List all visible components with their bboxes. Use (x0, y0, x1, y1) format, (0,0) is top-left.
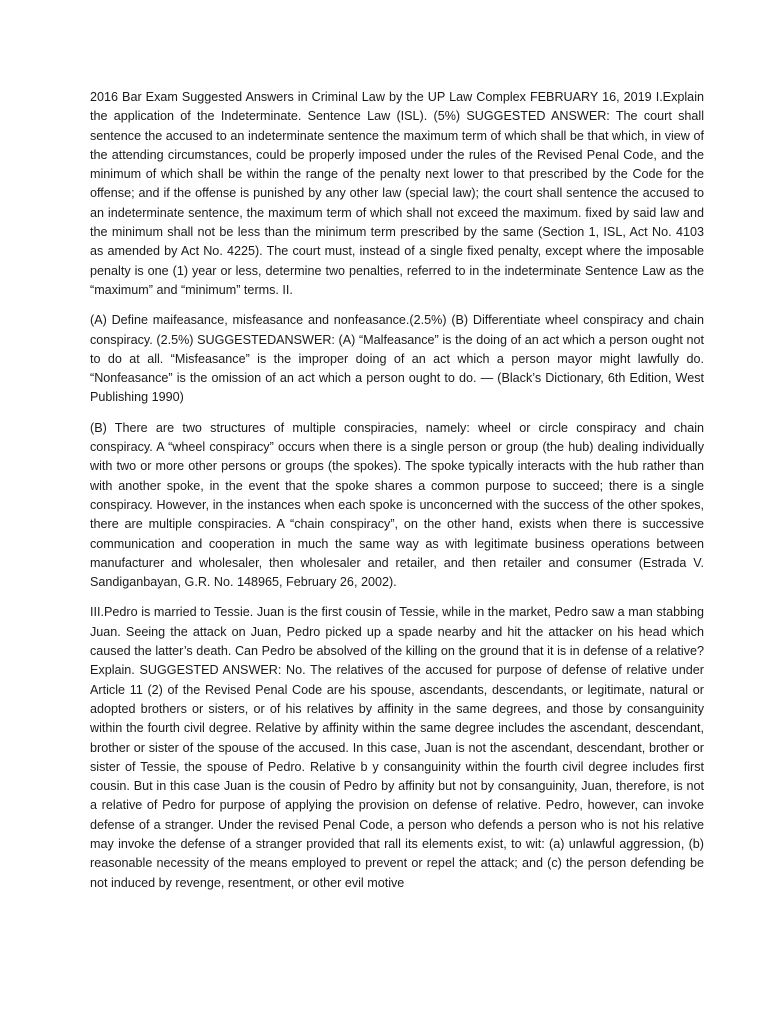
paragraph-feasance-question: (A) Define maifeasance, misfeasance and nonfeasance.(2.5%) (B) Differentiate wheel conspiracy and chain conspiracy. (2.5%) SUGGESTEDANSWER: (A) “Malfeasance” is the doing of an act which a person ought not to do at all. “Misfeasance” is the improper doing of an act which a person mayor might lawfully do. “Nonfeasance” is the omission of an act which a person ought to do. — (Black’s Dictionary, 6th Edition, West Publishing 1990) (90, 313, 704, 405)
document-page (90, 88, 704, 904)
paragraph-defense-of-relative: III.Pedro is married to Tessie. Juan is the first cousin of Tessie, while in the market, Pedro saw a man stabbing Juan. Seeing the attack on Juan, Pedro picked up a spade nearby and hit the attacker on his head which caused the latter’s death. Can Pedro be absolved of the killing on the ground that it is in defense of a relative? Explain. SUGGESTED ANSWER: No. The relatives of the accused for purpose of defense of relative under Article 11 (2) of the Revised Penal Code are his spouse, ascendants, descendants, or legitimate, natural or adopted brothers or sisters, or of his relatives by affinity in the same degrees, and those by consanguinity within the fourth civil degree. Relative by affinity within the same degree includes the ascendant, descendant, brother or sister of the spouse of the accused. In this case, Juan is not the ascendant, descendant, brother or sister of Tessie, the spouse of Pedro. Relative b y consanguinity within the fourth civil degree includes first cousin. But in this case Juan is the cousin of Pedro by affinity but not by consanguinity, Juan, therefore, is not a relative of Pedro for purpose of applying the provision on defense of relative. Pedro, however, can invoke defense of a stranger. Under the revised Penal Code, a person who defends a person who is not his relative may invoke the defense of a stranger provided that rall its elements exist, to wit: (a) unlawful aggression, (b) reasonable necessity of the means employed to prevent or repel the attack; and (c) the person defending be not induced by revenge, resentment, or other evil motive (90, 605, 704, 890)
paragraph-conspiracy-answer: (B) There are two structures of multiple conspiracies, namely: wheel or circle conspiracy and chain conspiracy. A “wheel conspiracy” occurs when there is a single person or group (the hub) dealing individually with two or more other persons or groups (the spokes). The spoke typically interacts with the hub rather than with another spoke, in the event that the spoke shares a common purpose to succeed; there is a single conspiracy. However, in the instances when each spoke is unconcerned with the success of the other spokes, there are multiple conspiracies. A “chain conspiracy”, on the other hand, exists when there is successive communication and cooperation in much the same way as with legitimate business operations between manufacturer and wholesaler, then wholesaler and retailer, and then retailer and consumer (Estrada V. Sandiganbayan, G.R. No. 148965, February 26, 2002). (90, 420, 704, 590)
paragraph-isl-question: 2016 Bar Exam Suggested Answers in Criminal Law by the UP Law Complex FEBRUARY 16, 2019 I.Explain the application of the Indeterminate. Sentence Law (ISL). (5%) SUGGESTED ANSWER: The court shall sentence the accused to an indeterminate sentence the maximum term of which shall be that which, in view of the attending circumstances, could be properly imposed under the rules of the Revised Penal Code, and the minimum of which shall be within the range of the penalty next lower to that prescribed by the Code for the offense; and if the offense is punished by any other law (special law); the court shall sentence the accused to an indeterminate sentence, the maximum term of which shall not exceed the maximum. fixed by said law and the minimum shall not be less than the minimum term prescribed by the same (Section 1, ISL, Act No. 4103 as amended by Act No. 4225). The court must, instead of a single fixed penalty, except where the imposable penalty is one (1) year or less, determine two penalties, referred to in the indeterminate Sentence Law as the “maximum” and “minimum” terms. II. (90, 90, 704, 297)
